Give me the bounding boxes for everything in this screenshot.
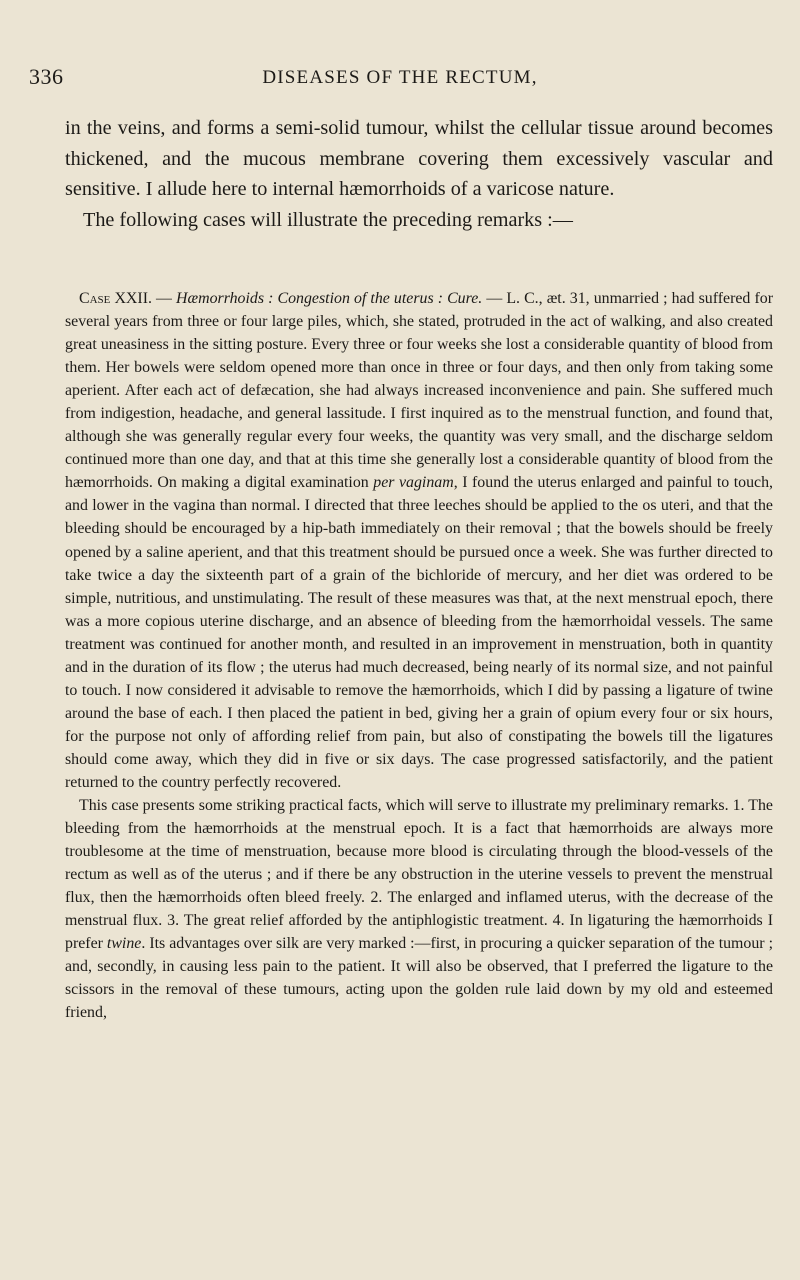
case-text: , I found the uterus enlarged and painful to touch, and lower in the vagina than normal. I directed that three leeches should be applied to the os uteri, and that the bleeding should be encouraged by a hip-bath immediately on their removal ; that the bowels should be freely opened by a saline aperient, and that this treatment should be pursued once a week. She was further directed to take twice a day the sixteenth part of a grain of the bichloride of mercury, and her diet was ordered to be simple, nutritious, and unstimulating. The result of these measures was that, at the next menstrual epoch, there was a more copious uterine discharge, and an absence of bleeding from the hæmorrhoidal vessels. The same treatment was continued for another month, and resulted in an improvement in menstruation, both in quantity and in the duration of its flow ; the uterus had much decreased, being nearly of its normal size, and not painful to touch. I now considered it advisable to remove the hæmorrhoids, which I did by passing a ligature of twine around the base of each. I then placed the patient in bed, giving her a grain of opium every four or six hours, for the purpose not only of affording relief from pain, but also of constipating the bowels till the ligatures should come away, which they did in five or six days. The case progressed satisfactorily, and the patient returned to the country perfectly recovered. xyxy=(65,474,773,791)
page-number: 336 xyxy=(29,64,64,89)
discussion-paragraph xyxy=(65,794,773,1024)
intro-text xyxy=(65,113,773,236)
discussion-text: . Its advantages over silk are very marked :—first, in procuring a quicker separation of the tumour ; and, secondly, in causing less pain to the patient. It will also be observed, that I preferred the ligature to the scissors in the removal of these tumours, acting upon the golden rule laid down by my old and esteemed friend, xyxy=(65,935,774,1022)
case-italic-term: per vaginam xyxy=(373,474,454,492)
intro-paragraph: in the veins, and forms a semi-solid tumour, whilst the cellular tissue around becomes thickened, and the mucous membrane covering them excessively vascular and sensitive. I allude here to internal hæmorrhoids of a varicose nature. xyxy=(65,117,773,201)
discussion-text: This case presents some striking practical facts, which will serve to illustrate my preliminary remarks. 1. The bleeding from the hæmorrhoids at the menstrual epoch. It is a fact that hæmorrhoids are always more troublesome at the time of menstruation, because more blood is circulating through the blood-vessels of the rectum as well as of the uterus ; and if there be any obstruction in the uterine vessels to prevent the menstrual flux, then the hæmorrhoids often bleed freely. 2. The enlarged and inflamed uterus, with the decrease of the menstrual flux. 3. The great relief afforded by the antiphlogistic treatment. 4. In ligaturing the hæmorrhoids I prefer xyxy=(65,797,773,953)
case-dash: — xyxy=(151,290,177,307)
case-paragraph xyxy=(65,287,773,794)
case-text: L. C., æt. 31, unmarried ; had suffered for several years from three or four large piles, which, she stated, protruded in the act of walking, and also created great uneasiness in the sitting posture. Every three or four weeks she lost a considerable quantity of blood from them. Her bowels were seldom opened more than once in three or four days, and then only from taking some aperient. After each act of defæcation, she had always increased inconvenience and pain. She suffered much from indigestion, headache, and general lassitude. I first inquired as to the menstrual function, and found that, although she was generally regular every four weeks, the quantity was very small, and the discharge seldom continued more than one day, and that at this time she generally lost a considerable quantity of blood from the hæmorrhoids. On making a digital examination xyxy=(65,290,773,492)
intro-paragraph: The following cases will illustrate the preceding remarks :— xyxy=(83,209,573,232)
case-label: Case XXII. xyxy=(79,290,152,307)
case-title: Hæmorrhoids : Congestion of the uterus : Cure. xyxy=(176,290,483,307)
running-title: DISEASES OF THE RECTUM, xyxy=(262,67,538,88)
page-header xyxy=(0,64,800,94)
discussion-italic-term: twine xyxy=(106,935,142,953)
case-dash: — xyxy=(482,290,507,307)
case-body xyxy=(65,287,773,1025)
